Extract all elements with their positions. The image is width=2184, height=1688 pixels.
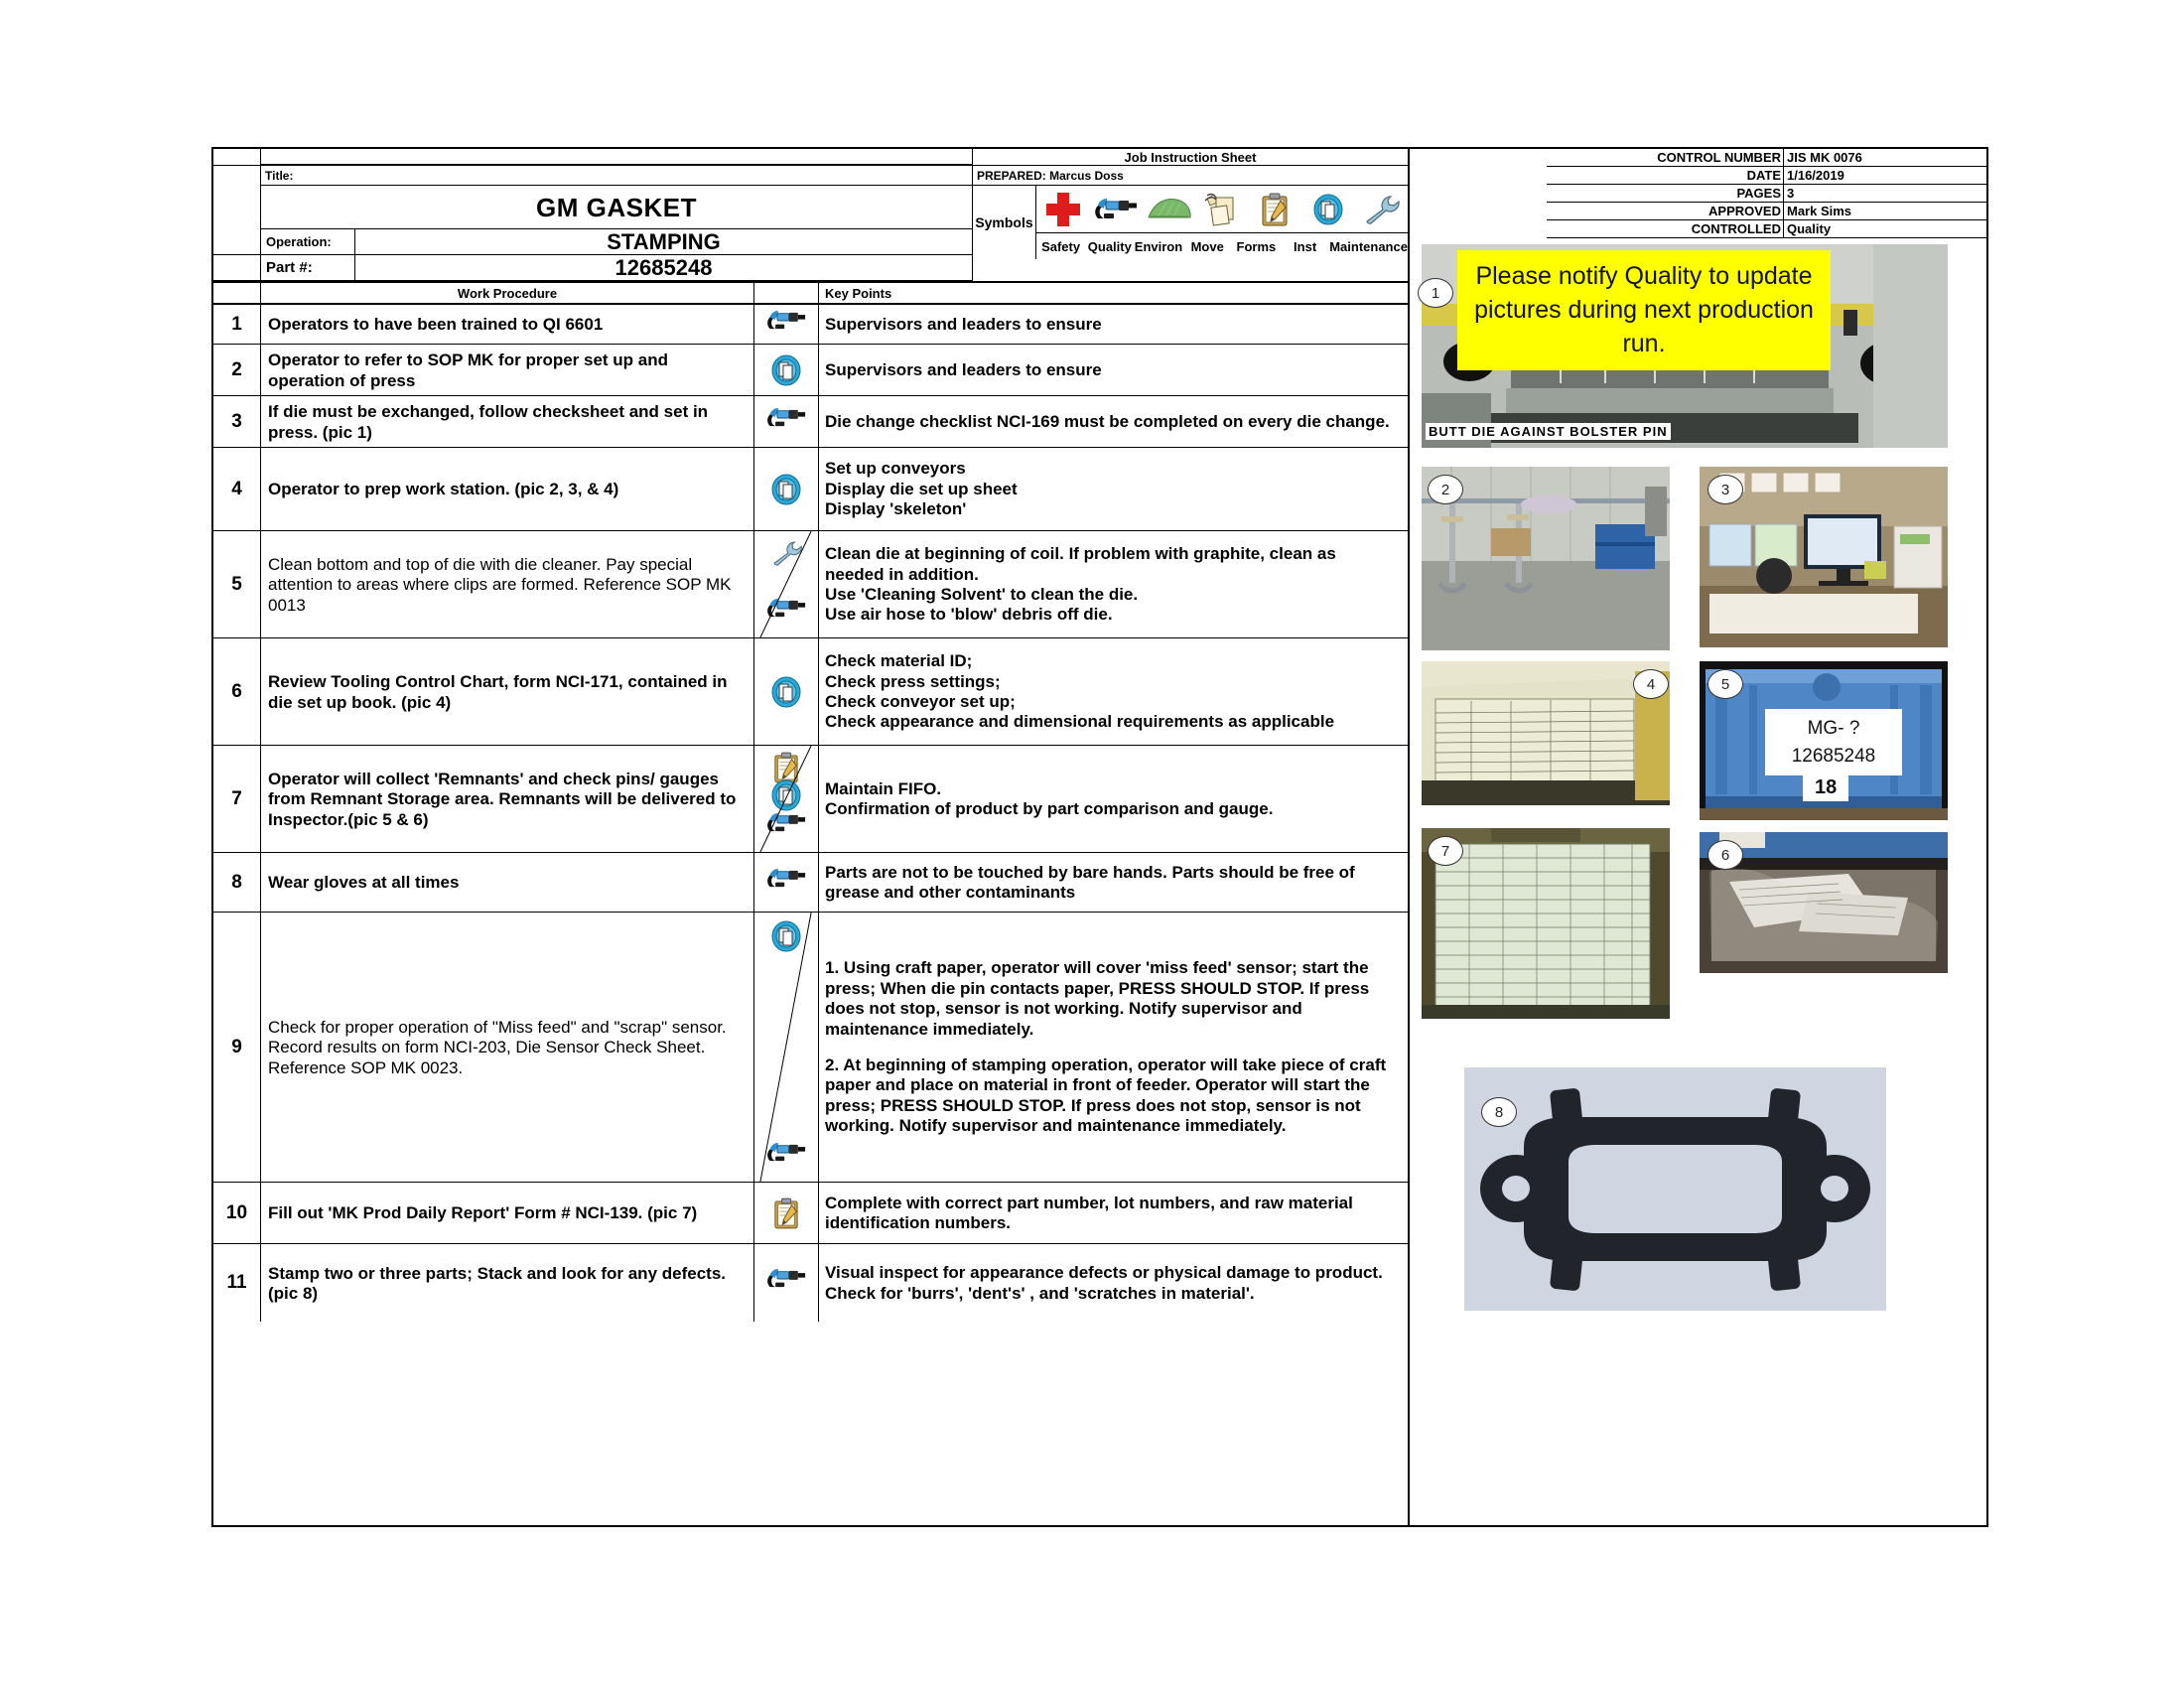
control-row [1547, 185, 1988, 203]
table-row [213, 1183, 1408, 1244]
key-point-line: Set up conveyors [825, 459, 966, 479]
table-row [213, 305, 1408, 345]
photo-badge-4: 4 [1633, 669, 1669, 699]
table-row [213, 638, 1408, 746]
table-row [213, 396, 1408, 448]
key-point-line: Parts are not to be touched by bare hands. Parts should be free of grease and other contaminants [825, 862, 1355, 902]
table-row [213, 345, 1408, 396]
row-number: 3 [213, 396, 261, 447]
work-procedure-cell: Check for proper operation of "Miss feed" and "scrap" sensor. Record results on form NCI-203, Die Sensor Check Sheet. Reference SOP MK 0023. [261, 913, 754, 1182]
sheet-frame [211, 147, 1988, 1527]
control-value: 1/16/2019 [1783, 167, 1988, 184]
instruction-document-icon [771, 474, 801, 510]
micrometer-icon [766, 1267, 806, 1296]
row-symbol-cell [754, 396, 819, 447]
key-point-line: Display die set up sheet [825, 479, 1018, 498]
row-symbol-cell [754, 746, 819, 852]
key-point-line: Complete with correct part number, lot numbers, and raw material identification numbers. [825, 1193, 1353, 1232]
part-label: Part #: [261, 255, 355, 281]
control-value: JIS MK 0076 [1783, 149, 1988, 166]
num-spacer [213, 166, 261, 186]
key-point-line: Check appearance and dimensional requirements as applicable [825, 712, 1335, 732]
sheet-header [213, 149, 1408, 283]
row-symbol-cell [754, 305, 819, 344]
control-label: DATE [1746, 168, 1781, 183]
table-row [213, 448, 1408, 531]
symbols-label: Symbols [973, 186, 1036, 259]
symbol-quality [1089, 197, 1142, 222]
key-point-line: Supervisors and leaders to ensure [825, 314, 1102, 334]
row-symbol-cell [754, 448, 819, 530]
key-points-cell [819, 531, 1408, 637]
work-procedure-cell: Review Tooling Control Chart, form NCI-171, contained in die set up book. (pic 4) [261, 638, 754, 745]
row-symbol-cell [754, 345, 819, 395]
table-row [213, 1244, 1408, 1322]
photo-1-caption: BUTT DIE AGAINST BOLSTER PIN [1426, 423, 1671, 440]
symbol-forms [1249, 193, 1301, 226]
symbol-safety [1036, 193, 1089, 226]
row-number: 1 [213, 305, 261, 344]
work-procedure-cell: Fill out 'MK Prod Daily Report' Form # NCI-139. (pic 7) [261, 1183, 754, 1243]
num-spacer [213, 186, 261, 229]
control-value: 3 [1783, 185, 1988, 202]
key-point-line: Use air hose to 'blow' debris off die. [825, 605, 1113, 625]
table-row [213, 746, 1408, 853]
row-number: 5 [213, 531, 261, 637]
update-pictures-note: Please notify Quality to update pictures during next production run. [1457, 250, 1831, 370]
key-points-cell [819, 396, 1408, 447]
table-row [213, 853, 1408, 913]
key-point-line: Check for 'burrs', 'dent's' , and 'scratches in material'. [825, 1283, 1255, 1303]
key-point-line: Maintain FIFO. [825, 778, 942, 798]
key-point-line: Use 'Cleaning Solvent' to clean the die. [825, 585, 1139, 604]
header-top-spacer [213, 149, 972, 166]
table-row [213, 531, 1408, 638]
title-label-row [213, 166, 972, 186]
part-row [213, 255, 972, 281]
key-point-line: Check material ID; [825, 651, 973, 671]
symbol-inst [1301, 194, 1354, 225]
key-points-cell [819, 853, 1408, 912]
key-point-line: 2. At beginning of stamping operation, operator will take piece of craft paper and place on material in front of feeder. Operator will start the press; PRESS SHOULD STOP. If press does not stop, sensor is not working. Notify supervisor and maintenance immediately. [825, 1055, 1387, 1136]
key-points-cell [819, 913, 1408, 1182]
key-point-line: Clean die at beginning of coil. If problem with graphite, clean as needed in addition. [825, 544, 1336, 584]
micrometer-icon [766, 867, 806, 896]
key-point-line: Confirmation of product by part comparison and gauge. [825, 799, 1274, 818]
instruction-document-icon [771, 354, 801, 391]
row-number: 11 [213, 1244, 261, 1322]
row-number: 10 [213, 1183, 261, 1243]
green-leaf-icon [1147, 198, 1192, 221]
row-symbol-cell [754, 1183, 819, 1243]
key-point-line: Supervisors and leaders to ensure [825, 359, 1102, 379]
symbol-column-header [754, 283, 819, 303]
key-point-line: Display 'skeleton' [825, 499, 967, 519]
work-procedure-cell: Clean bottom and top of die with die cleaner. Pay special attention to areas where clips are formed. Reference SOP MK 0013 [261, 531, 754, 637]
control-row [1547, 203, 1988, 220]
clipboard-icon [773, 1197, 799, 1234]
header-identity-block [213, 149, 973, 281]
num-spacer [213, 255, 261, 281]
header-symbols-block [973, 149, 1408, 281]
work-procedure-cell: Operator to refer to SOP MK for proper set up and operation of press [261, 345, 754, 395]
symbol-names-row [1036, 233, 1408, 259]
tote-label [1765, 709, 1902, 775]
row-number: 2 [213, 345, 261, 395]
photo-badge-3: 3 [1707, 475, 1743, 504]
move-papers-icon [1204, 193, 1240, 226]
symbols-legend [973, 186, 1408, 259]
photo-badge-2: 2 [1428, 475, 1463, 504]
key-points-cell [819, 638, 1408, 745]
control-label: CONTROLLED [1691, 221, 1781, 236]
key-points-header: Key Points [825, 285, 892, 301]
control-value: Quality [1783, 220, 1988, 237]
num-spacer [213, 149, 261, 166]
symbol-name-quality: Quality [1087, 238, 1132, 254]
photo-badge-6: 6 [1707, 840, 1743, 870]
tote-label-line2: 12685248 [1791, 745, 1876, 767]
tote-label-line1: MG- ? [1807, 718, 1860, 739]
control-row [1547, 220, 1988, 238]
symbol-name-maintenance: Maintenance [1329, 238, 1408, 254]
procedure-column [213, 149, 1410, 1525]
instruction-document-icon [771, 676, 801, 713]
photo-badge-7: 7 [1428, 836, 1463, 866]
key-points-cell [819, 746, 1408, 852]
control-value: Mark Sims [1783, 203, 1988, 219]
sheet-type-title: Job Instruction Sheet [973, 149, 1408, 166]
work-procedure-header: Work Procedure [261, 283, 754, 303]
key-point-line: 1. Using craft paper, operator will cover 'miss feed' sensor; start the press; When die pin contacts paper, PRESS SHOULD STOP. If press does not stop, sensor is not working. Notify supervisor and maintenance immediately. [825, 958, 1370, 1039]
clipboard-icon [1261, 193, 1289, 226]
symbol-name-move: Move [1190, 238, 1224, 254]
work-procedure-cell: If die must be exchanged, follow checksheet and set in press. (pic 1) [261, 396, 754, 447]
symbol-name-safety: Safety [1041, 238, 1081, 254]
operation-row [213, 229, 972, 255]
instruction-document-icon [1313, 194, 1343, 225]
key-point-line: Die change checklist NCI-169 must be completed on every die change. [825, 411, 1390, 431]
page-title: GM GASKET [261, 186, 972, 229]
photo-column [1410, 149, 1986, 1525]
operation-value: STAMPING [355, 229, 972, 255]
table-row [213, 913, 1408, 1183]
tote-quantity-label: 18 [1803, 774, 1848, 801]
work-procedure-cell: Operator will collect 'Remnants' and check pins/ gauges from Remnant Storage area. Remnants will be delivered to Inspector.(pic 5 & 6) [261, 746, 754, 852]
symbol-move [1195, 193, 1248, 226]
photo-8 [1464, 1067, 1886, 1311]
key-point-line: Check press settings; [825, 671, 1001, 691]
photo-grid [1410, 149, 1986, 1525]
title-value-row [213, 186, 972, 229]
table-column-headers [213, 283, 1408, 305]
row-symbol-cell [754, 531, 819, 637]
key-points-cell [819, 345, 1408, 395]
symbol-name-environ: Environ [1134, 238, 1183, 254]
control-row [1547, 147, 1988, 167]
control-label: PAGES [1736, 186, 1781, 201]
symbol-name-inst: Inst [1294, 238, 1317, 254]
num-column-header [213, 283, 261, 303]
row-number: 4 [213, 448, 261, 530]
control-info-table [1547, 147, 1988, 238]
key-point-line: Visual inspect for appearance defects or physical damage to product. [825, 1263, 1383, 1283]
row-symbol-cell [754, 638, 819, 745]
key-points-cell [819, 1244, 1408, 1322]
key-points-cell [819, 1183, 1408, 1243]
micrometer-icon [766, 406, 806, 435]
procedure-table-body [213, 305, 1408, 1525]
symbol-environ [1143, 198, 1195, 221]
row-number: 6 [213, 638, 261, 745]
prepared-by: PREPARED: Marcus Doss [973, 166, 1408, 186]
row-number: 8 [213, 853, 261, 912]
work-procedure-cell: Operators to have been trained to QI 6601 [261, 305, 754, 344]
control-label: CONTROL NUMBER [1657, 150, 1781, 165]
part-value: 12685248 [355, 255, 972, 281]
photo-badge-8: 8 [1481, 1097, 1517, 1127]
micrometer-icon [766, 309, 806, 338]
row-symbol-cell [754, 913, 819, 1182]
key-points-cell [819, 305, 1408, 344]
control-row [1547, 167, 1988, 185]
photo-badge-1: 1 [1418, 278, 1453, 308]
key-point-line: Check conveyor set up; [825, 692, 1016, 711]
photo-badge-5: 5 [1707, 669, 1743, 699]
micrometer-icon [1094, 197, 1138, 222]
num-spacer [213, 229, 261, 255]
symbol-icons-row [1036, 186, 1408, 233]
symbol-maintenance [1355, 195, 1408, 224]
work-procedure-cell: Wear gloves at all times [261, 853, 754, 912]
operation-label: Operation: [261, 229, 355, 255]
control-label: APPROVED [1708, 204, 1781, 218]
first-aid-cross-icon [1046, 193, 1080, 226]
work-procedure-cell: Operator to prep work station. (pic 2, 3, & 4) [261, 448, 754, 530]
key-points-cell [819, 448, 1408, 530]
row-number: 9 [213, 913, 261, 1182]
work-procedure-cell: Stamp two or three parts; Stack and look for any defects. (pic 8) [261, 1244, 754, 1322]
row-number: 7 [213, 746, 261, 852]
row-symbol-cell [754, 853, 819, 912]
symbol-name-forms: Forms [1236, 238, 1277, 254]
row-symbol-cell [754, 1244, 819, 1322]
title-label: Title: [261, 166, 972, 186]
wrench-icon [1361, 195, 1401, 224]
